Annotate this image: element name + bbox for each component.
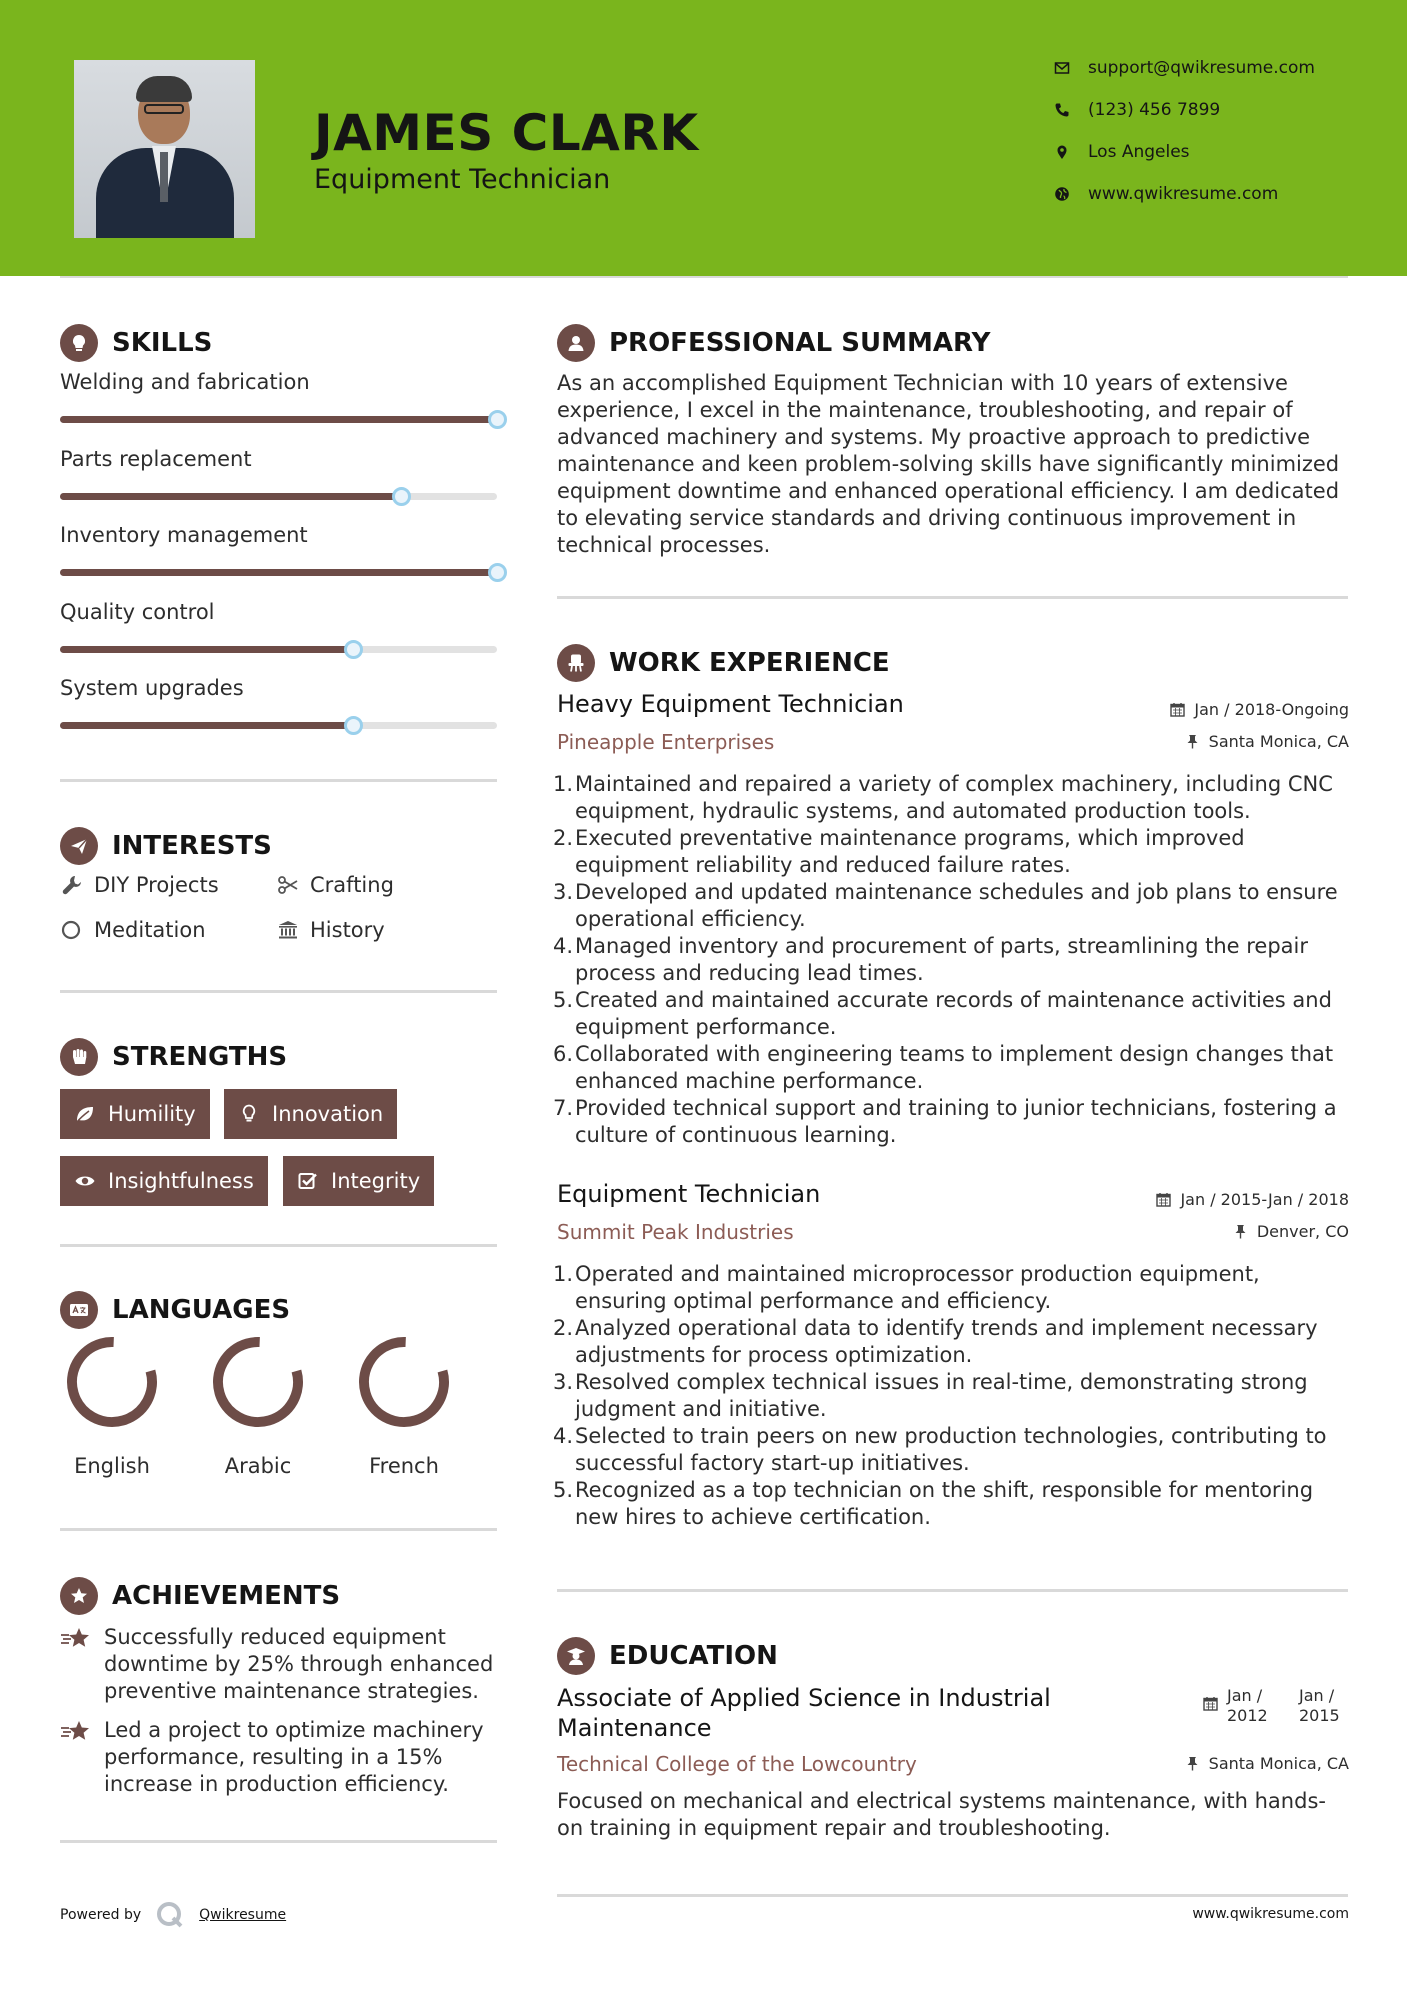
company-name: Pineapple Enterprises xyxy=(557,730,775,754)
skill-level-bar xyxy=(60,493,497,500)
qwikresume-logo-icon xyxy=(155,1900,185,1930)
education-title-text: EDUCATION xyxy=(609,1641,778,1671)
achievement-text: Led a project to optimize machinery performance, resulting in a 15% increase in production efficiency. xyxy=(104,1718,484,1796)
skills-title-text: SKILLS xyxy=(112,328,213,358)
responsibility-item: 4. Managed inventory and procurement of parts, streamlining the repair process and reducing lead times. xyxy=(553,934,1309,985)
experience-divider xyxy=(557,1589,1348,1592)
contact-email[interactable] xyxy=(1052,58,1315,78)
footer-url[interactable]: www.qwikresume.com xyxy=(1192,1906,1349,1922)
achievements-divider xyxy=(60,1840,497,1843)
contact-website[interactable] xyxy=(1052,184,1278,204)
language-icon xyxy=(60,1291,98,1329)
responsibility-item: 6. Collaborated with engineering teams to implement design changes that enhanced machine performance. xyxy=(553,1042,1334,1093)
strength-label: Innovation xyxy=(272,1102,384,1126)
interest-diy-projects xyxy=(60,873,219,897)
candidate-title: Equipment Technician xyxy=(314,164,611,195)
responsibility-item: 2. Executed preventative maintenance programs, which improved equipment reliability and reduced failure rates. xyxy=(553,826,1245,877)
job-location xyxy=(1185,732,1349,751)
responsibility-item: 3. Resolved complex technical issues in real-time, demonstrating strong judgment and initiative. xyxy=(553,1370,1308,1421)
skill-level-bar xyxy=(60,722,497,729)
star-icon xyxy=(60,1624,94,1705)
skill-name: System upgrades xyxy=(60,676,244,700)
lightbulb-icon xyxy=(60,324,98,362)
experience-heading xyxy=(557,644,890,682)
skill-level-knob xyxy=(344,716,363,735)
education-divider xyxy=(557,1894,1348,1897)
interest-crafting xyxy=(276,873,394,897)
skill-level-fill xyxy=(60,416,497,423)
contact-location xyxy=(1052,142,1190,162)
company-name: Summit Peak Industries xyxy=(557,1220,794,1244)
language-proficiency-arc xyxy=(210,1334,306,1430)
education-date-start: Jan / 2012 xyxy=(1227,1686,1268,1725)
strengths-divider xyxy=(60,1244,497,1247)
star-icon xyxy=(60,1717,94,1798)
responsibility-item: 4. Selected to train peers on new production technologies, contributing to successful factory start-up initiatives. xyxy=(553,1424,1327,1475)
achievement-item xyxy=(60,1624,500,1705)
paper-plane-icon xyxy=(60,827,98,865)
skill-level-bar xyxy=(60,569,497,576)
qwikresume-link[interactable]: Qwikresume xyxy=(199,1907,287,1923)
language-label: English xyxy=(74,1454,150,1478)
skills-divider xyxy=(60,779,497,782)
phone-icon xyxy=(1052,100,1072,120)
experience-title-text: WORK EXPERIENCE xyxy=(609,648,890,678)
education-date-end: Jan / 2015 xyxy=(1299,1686,1340,1725)
summary-divider xyxy=(557,596,1348,599)
language-proficiency-ring xyxy=(64,1334,160,1430)
language-item xyxy=(198,1334,318,1478)
summary-text: As an accomplished Equipment Technician with 10 years of extensive experience, I excel in the maintenance, troubleshooting, and repair of advanced machinery and systems. My proactive approach to predictive maintenance and keen problem-solving skills have significantly minimized equipment downtime and enhanced operational efficiency. I am dedicated to elevating service standards and driving continuous improvement in technical processes. xyxy=(557,371,1340,557)
checkbox-icon xyxy=(295,1169,321,1193)
leaf-icon xyxy=(72,1102,98,1126)
language-proficiency-ring xyxy=(210,1334,306,1430)
eye-icon xyxy=(72,1169,98,1193)
header-divider xyxy=(60,276,1348,278)
skill-level-knob xyxy=(488,563,507,582)
job-dates xyxy=(1170,700,1349,719)
user-icon xyxy=(557,324,595,362)
powered-by xyxy=(60,1900,286,1930)
language-label: Arabic xyxy=(224,1454,292,1478)
skill-level-fill xyxy=(60,722,353,729)
skill-level-bar xyxy=(60,416,497,423)
language-proficiency-arc xyxy=(64,1334,160,1430)
skill-level-bar xyxy=(60,646,497,653)
job-title: Heavy Equipment Technician xyxy=(557,690,904,718)
degree-title: Associate of Applied Science in Industrial Maintenance xyxy=(557,1684,1051,1742)
responsibility-item: 1. Operated and maintained microprocessor production equipment, ensuring optimal performance and efficiency. xyxy=(553,1262,1260,1313)
summary-heading xyxy=(557,324,990,362)
education-heading xyxy=(557,1637,778,1675)
contact-website-text: www.qwikresume.com xyxy=(1088,184,1279,204)
profile-photo xyxy=(74,60,255,238)
strength-label: Integrity xyxy=(331,1169,421,1193)
responsibility-item: 5. Recognized as a top technician on the shift, responsible for mentoring new hires to achieve certification. xyxy=(553,1478,1314,1529)
interests-divider xyxy=(60,990,497,993)
responsibility-item: 1. Maintained and repaired a variety of complex machinery, including CNC equipment, hydraulic systems, and automated production tools. xyxy=(553,772,1333,823)
strengths-heading xyxy=(60,1038,287,1076)
chair-icon xyxy=(557,644,595,682)
skill-level-knob xyxy=(392,487,411,506)
job-dates-text: Jan / 2015-Jan / 2018 xyxy=(1180,1190,1349,1209)
achievement-item xyxy=(60,1717,500,1798)
interests-title-text: INTERESTS xyxy=(112,831,272,861)
wrench-icon xyxy=(60,873,84,897)
globe-icon xyxy=(1052,184,1072,204)
responsibility-item: 7. Provided technical support and training to junior technicians, fostering a culture of continuous learning. xyxy=(553,1096,1337,1147)
achievements-heading xyxy=(60,1577,340,1615)
skill-level-fill xyxy=(60,646,353,653)
languages-title-text: LANGUAGES xyxy=(112,1295,291,1325)
envelope-icon xyxy=(1052,58,1072,78)
strength-tag-innovation xyxy=(224,1089,397,1139)
interest-label: History xyxy=(310,918,385,942)
education-location-text: Santa Monica, CA xyxy=(1208,1754,1349,1773)
skill-level-fill xyxy=(60,493,401,500)
job-location-text: Santa Monica, CA xyxy=(1208,732,1349,751)
calendar-icon xyxy=(1156,1192,1172,1208)
language-item xyxy=(52,1334,172,1478)
responsibility-item: 3. Developed and updated maintenance schedules and job plans to ensure operational efficiency. xyxy=(553,880,1338,931)
pushpin-icon xyxy=(1233,1224,1249,1240)
responsibility-item: 2. Analyzed operational data to identify trends and implement necessary adjustments for process optimization. xyxy=(553,1316,1318,1367)
skill-name: Inventory management xyxy=(60,523,308,547)
star-badge-icon xyxy=(60,1577,98,1615)
job-responsibilities xyxy=(553,1261,1347,1531)
skill-name: Quality control xyxy=(60,599,215,624)
scissors-icon xyxy=(276,873,300,897)
job-responsibilities xyxy=(553,771,1347,1149)
contact-phone-text: (123) 456 7899 xyxy=(1088,100,1221,120)
skill-level-knob xyxy=(488,410,507,429)
strength-tag-insightfulness xyxy=(60,1156,268,1206)
strength-tag-humility xyxy=(60,1089,210,1139)
job-dates xyxy=(1156,1190,1349,1209)
education-location xyxy=(1185,1754,1349,1773)
skill-level-fill xyxy=(60,569,497,576)
interest-label: Crafting xyxy=(310,873,394,897)
language-label: French xyxy=(369,1454,439,1478)
skill-name: Welding and fabrication xyxy=(60,370,310,394)
strength-label: Insightfulness xyxy=(108,1169,254,1193)
education-dates xyxy=(1203,1686,1349,1726)
strengths-title-text: STRENGTHS xyxy=(112,1042,288,1072)
interest-meditation xyxy=(60,918,206,942)
interest-label: Meditation xyxy=(94,918,206,942)
languages-divider xyxy=(60,1528,497,1531)
interest-history xyxy=(276,918,385,942)
calendar-icon xyxy=(1203,1696,1219,1712)
museum-icon xyxy=(276,918,300,942)
language-proficiency-arc xyxy=(356,1334,452,1430)
summary-title-text: PROFESSIONAL SUMMARY xyxy=(609,328,991,358)
circle-icon xyxy=(60,918,84,942)
lightbulb-icon xyxy=(236,1102,262,1126)
job-dates-text: Jan / 2018-Ongoing xyxy=(1194,700,1349,719)
education-description: Focused on mechanical and electrical systems maintenance, with hands-on training in equipment repair and troubleshooting. xyxy=(557,1789,1326,1840)
contact-phone[interactable] xyxy=(1052,100,1220,120)
job-title: Equipment Technician xyxy=(557,1180,821,1208)
graduate-icon xyxy=(557,1637,595,1675)
resume-header xyxy=(0,0,1407,276)
candidate-name: JAMES CLARK xyxy=(314,104,699,162)
achievements-title-text: ACHIEVEMENTS xyxy=(112,1581,341,1611)
fist-icon xyxy=(60,1038,98,1076)
strength-label: Humility xyxy=(108,1102,196,1126)
languages-heading xyxy=(60,1291,290,1329)
calendar-icon xyxy=(1170,702,1186,718)
pushpin-icon xyxy=(1185,734,1201,750)
achievement-text: Successfully reduced equipment downtime by 25% through enhanced preventive maintenance strategies. xyxy=(104,1625,494,1703)
skill-level-knob xyxy=(344,640,363,659)
job-location xyxy=(1233,1222,1349,1241)
language-item xyxy=(344,1334,464,1478)
map-marker-icon xyxy=(1052,142,1072,162)
skills-heading xyxy=(60,324,212,362)
interest-label: DIY Projects xyxy=(94,873,219,897)
skill-name: Parts replacement xyxy=(60,446,252,471)
strength-tag-integrity xyxy=(283,1156,434,1206)
contact-email-text: support@qwikresume.com xyxy=(1088,58,1315,78)
school-name: Technical College of the Lowcountry xyxy=(557,1752,917,1776)
contact-location-text: Los Angeles xyxy=(1088,142,1190,162)
pushpin-icon xyxy=(1185,1756,1201,1772)
language-proficiency-ring xyxy=(356,1334,452,1430)
responsibility-item: 5. Created and maintained accurate records of maintenance activities and equipment performance. xyxy=(553,988,1332,1039)
interests-heading xyxy=(60,827,272,865)
powered-by-text: Powered by xyxy=(60,1907,142,1923)
job-location-text: Denver, CO xyxy=(1256,1222,1349,1241)
